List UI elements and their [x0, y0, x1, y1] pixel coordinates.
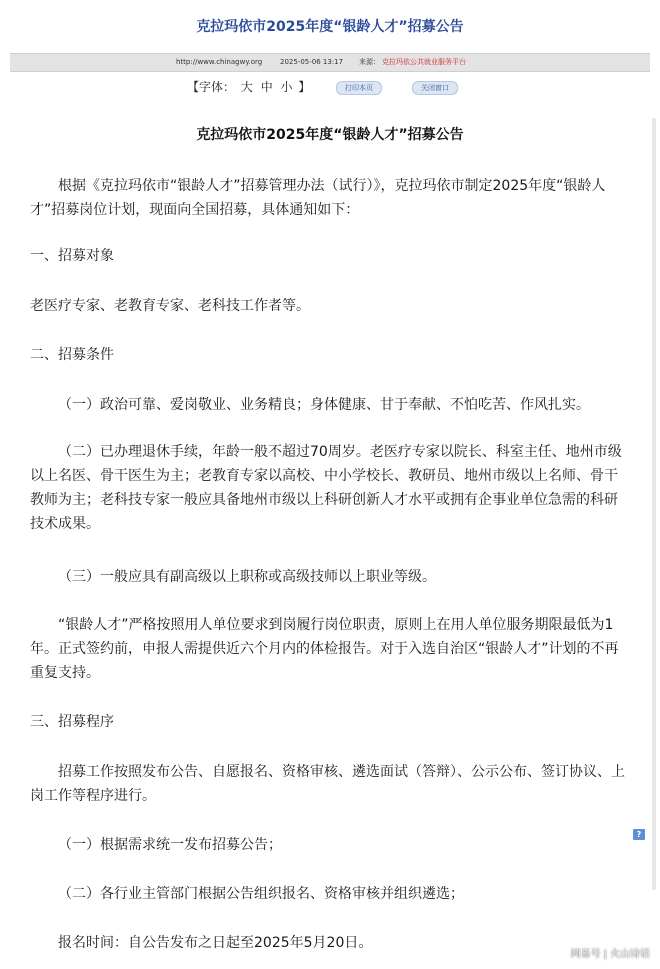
section-heading-1: 一、招募对象 [30, 248, 114, 264]
scrollbar-thumb[interactable] [652, 118, 656, 890]
source-label: 来源： [359, 58, 380, 66]
print-page-button[interactable]: 打印本页 [336, 81, 382, 95]
help-icon[interactable]: ? [633, 829, 645, 840]
article-title: 克拉玛依市2025年度“银龄人才”招募公告 [196, 127, 464, 143]
meta-bar [10, 53, 650, 72]
paragraph: （一）根据需求统一发布招募公告； [58, 837, 282, 853]
font-size-suffix: 】 [298, 80, 311, 94]
font-size-prefix: 【字体： [187, 80, 236, 94]
watermark-right: 火山诗话 [610, 949, 650, 960]
paragraph: 老医疗专家、老教育专家、老科技工作者等。 [30, 298, 310, 314]
section-heading-3: 三、招募程序 [30, 714, 114, 730]
paragraph: “银龄人才”严格按照用人单位要求到岗履行岗位职责，原则上在用人单位服务期限最低为1年。正式签约前，申报人需提供近六个月内的体检报告。对于入选自治区“银龄人才”计划的不再重复支持。 [30, 617, 619, 681]
font-size-large-button[interactable]: 大 [240, 80, 253, 94]
scrollbar[interactable] [652, 118, 658, 890]
watermark-left: 网易号 [570, 949, 601, 960]
paragraph: （一）政治可靠、爱岗敬业、业务精良；身体健康、甘于奉献、不怕吃苦、作风扎实。 [58, 397, 590, 413]
paragraph: 招募工作按照发布公告、自愿报名、资格审核、遴选面试（答辩）、公示公布、签订协议、上岗工作等程序进行。 [30, 764, 625, 804]
paragraph: 报名时间：自公告发布之日起至2025年5月20日。 [58, 935, 373, 951]
source-url-link[interactable]: http://www.chinagwy.org [176, 58, 263, 66]
paragraph: （二）已办理退休手续，年龄一般不超过70周岁。老医疗专家以院长、科室主任、地州市级以上名医、骨干医生为主；老教育专家以高校、中小学校长、教研员、地州市级以上名师、骨干教师为主；老科技专家一般应具备地州市级以上科研创新人才水平或拥有企事业单位急需的科研技术成果。 [30, 444, 622, 532]
font-size-small-button[interactable]: 小 [280, 80, 293, 94]
section-heading-2: 二、招募条件 [30, 347, 114, 363]
intro-paragraph: 根据《克拉玛依市“银龄人才”招募管理办法（试行）》，克拉玛依市制定2025年度“银龄人才”招募岗位计划，现面向全国招募，具体通知如下： [30, 178, 606, 218]
publish-date: 2025-05-06 13:17 [280, 58, 344, 66]
font-size-selector [187, 78, 310, 95]
paragraph: （二）各行业主管部门根据公告组织报名、资格审核并组织遴选； [58, 886, 464, 902]
close-window-button[interactable]: 关闭窗口 [412, 81, 458, 95]
page-header-title: 克拉玛依市2025年度“银龄人才”招募公告 [196, 19, 464, 35]
paragraph: （三）一般应具有副高级以上职称或高级技师以上职业等级。 [58, 569, 436, 585]
watermark: 网易号 | 火山诗话 [570, 949, 650, 960]
font-size-medium-button[interactable]: 中 [260, 80, 273, 94]
source-link[interactable]: 克拉玛依公共就业服务平台 [382, 58, 466, 66]
